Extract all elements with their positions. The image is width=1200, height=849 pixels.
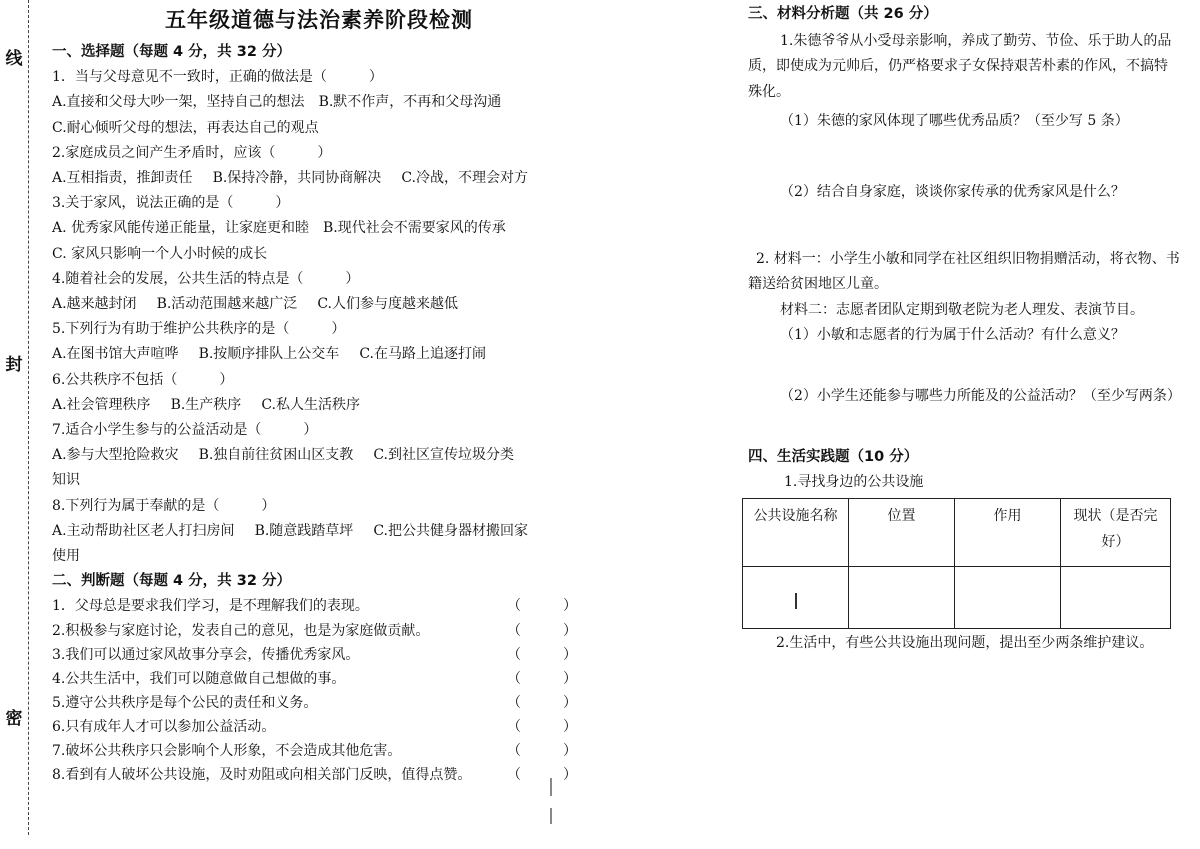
judge-item <box>52 643 592 667</box>
answer-option[interactable]: A.直接和父母大吵一架，坚持自己的想法 <box>52 94 305 111</box>
s4-q1: 1.寻找身边的公共设施 <box>784 474 924 491</box>
option-line <box>52 519 592 544</box>
answer-option[interactable]: A.互相指责，推卸责任 <box>52 170 193 187</box>
option-line <box>52 242 592 267</box>
q2-sub2: （2）小学生还能参与哪些力所能及的公益活动？（至少写两条） <box>780 388 1181 405</box>
table-cell-status[interactable] <box>1061 566 1171 628</box>
answer-option[interactable]: C.私人生活秩序 <box>261 396 360 413</box>
question-stem: 4.随着社会的发展，公共生活的特点是（ ） <box>52 270 360 287</box>
bracket-right: ） <box>563 743 577 760</box>
text-cursor <box>795 593 797 609</box>
option-line <box>52 116 592 141</box>
judge-item <box>52 619 592 643</box>
bracket-left: （ <box>507 718 521 735</box>
answer-option[interactable]: B.默不作声，不再和父母沟通 <box>318 94 502 111</box>
answer-bracket[interactable] <box>507 763 577 788</box>
option-line <box>52 393 592 418</box>
judge-item <box>52 594 592 618</box>
bracket-left: （ <box>507 622 521 639</box>
judge-statement: 2.积极参与家庭讨论，发表自己的意见，也是为家庭做贡献。 <box>52 622 430 639</box>
answer-bracket[interactable] <box>507 739 577 764</box>
judge-statement: 8.看到有人破坏公共设施，及时劝阻或向相关部门反映，值得点赞。 <box>52 767 472 784</box>
table-cell-location[interactable] <box>849 566 955 628</box>
answer-option[interactable]: A.越来越封闭 <box>52 296 137 313</box>
answer-option[interactable]: B.现代社会不需要家风的传承 <box>323 220 506 237</box>
answer-bracket[interactable] <box>507 715 577 740</box>
binding-dashed-line <box>28 0 29 835</box>
table-header-name: 公共设施名称 <box>743 498 849 566</box>
judge-statement: 5.遵守公共秩序是每个公民的责任和义务。 <box>52 694 318 711</box>
judge-statement: 1．父母总是要求我们学习，是不理解我们的表现。 <box>52 598 369 615</box>
bracket-left: （ <box>507 767 521 784</box>
question-stem: 7.适合小学生参与的公益活动是（ ） <box>52 422 318 439</box>
answer-option[interactable]: A.主动帮助社区老人打扫房间 <box>52 522 235 539</box>
q1-material: 1.朱德爷爷从小受母亲影响，养成了勤劳、节俭、乐于助人的品质，即使成为元帅后，仍严格要求子女保持艰苦朴素的作风，不搞特殊化。 <box>748 33 1172 100</box>
q2-material1: 2. 材料一：小学生小敏和同学在社区组织旧物捐赠活动，将衣物、书籍送给贫困地区儿童。 <box>748 251 1180 293</box>
bracket-right: ） <box>563 622 577 639</box>
answer-option[interactable]: B.随意践踏草坪 <box>254 522 354 539</box>
left-column <box>52 40 592 787</box>
judge-statement: 6.只有成年人才可以参加公益活动。 <box>52 718 276 735</box>
question-stem: 8.下列行为属于奉献的是（ ） <box>52 497 276 514</box>
section3-heading: 三、材料分析题（共 26 分） <box>748 6 938 22</box>
answer-bracket[interactable] <box>507 594 577 619</box>
section1-heading: 一、选择题（每题 4 分，共 32 分） <box>52 44 291 60</box>
option-line <box>52 216 592 241</box>
answer-option[interactable]: A.参与大型抢险救灾 <box>52 447 179 464</box>
multiple-choice-list <box>52 65 592 569</box>
judge-statement: 3.我们可以通过家风故事分享会，传播优秀家风。 <box>52 646 360 663</box>
answer-option[interactable]: B.保持冷静，共同协商解决 <box>212 170 382 187</box>
binding-char-secret: 密 <box>4 704 24 729</box>
right-column <box>748 2 1180 656</box>
question-stem: 6.公共秩序不包括（ ） <box>52 371 234 388</box>
bracket-left: （ <box>507 670 521 687</box>
binding-char-line: 线 <box>4 44 24 69</box>
answer-option[interactable]: B.独自前往贫困山区支教 <box>198 447 354 464</box>
exam-title: 五年级道德与法治素养阶段检测 <box>165 8 473 32</box>
answer-bracket[interactable] <box>507 667 577 692</box>
table-header-function: 作用 <box>955 498 1061 566</box>
judge-statement: 7.破坏公共秩序只会影响个人形象，不会造成其他危害。 <box>52 743 402 760</box>
scan-mark <box>550 808 552 824</box>
option-line <box>52 90 592 115</box>
bracket-left: （ <box>507 743 521 760</box>
bracket-right: ） <box>563 646 577 663</box>
table-cell-function[interactable] <box>955 566 1061 628</box>
answer-option[interactable]: C.把公共健身器材搬回家 <box>373 522 528 539</box>
s4-q2: 2.生活中，有些公共设施出现问题，提出至少两条维护建议。 <box>776 634 1154 651</box>
option-line <box>52 544 592 569</box>
option-line <box>52 342 592 367</box>
answer-option[interactable]: C.人们参与度越来越低 <box>317 296 458 313</box>
question-stem: 1．当与父母意见不一致时，正确的做法是（ ） <box>52 69 383 86</box>
bracket-left: （ <box>507 646 521 663</box>
answer-option[interactable]: C.冷战，不理会对方 <box>401 170 528 187</box>
option-line <box>52 166 592 191</box>
answer-bracket[interactable] <box>507 691 577 716</box>
answer-option[interactable]: A.社会管理秩序 <box>52 396 151 413</box>
bracket-right: ） <box>563 694 577 711</box>
q2-sub1: （1）小敏和志愿者的行为属于什么活动？有什么意义？ <box>780 326 1125 343</box>
scan-mark <box>550 778 552 796</box>
bracket-left: （ <box>507 694 521 711</box>
table-row <box>743 566 1171 628</box>
bracket-right: ） <box>563 598 577 615</box>
option-line <box>52 292 592 317</box>
q1-sub2: （2）结合自身家庭，谈谈你家传承的优秀家风是什么？ <box>780 184 1125 201</box>
q2-material2: 材料二：志愿者团队定期到敬老院为老人理发、表演节目。 <box>780 301 1144 318</box>
table-cell-name[interactable] <box>743 566 849 628</box>
answer-option[interactable]: C.在马路上追逐打闹 <box>359 346 486 363</box>
answer-bracket[interactable] <box>507 619 577 644</box>
answer-option[interactable]: 知识 <box>52 472 80 489</box>
section2-heading: 二、判断题（每题 4 分，共 32 分） <box>52 573 291 590</box>
answer-option[interactable]: A. 优秀家风能传递正能量，让家庭更和睦 <box>52 220 310 237</box>
answer-option[interactable]: A.在图书馆大声喧哗 <box>52 346 179 363</box>
q1-sub1: （1）朱德的家风体现了哪些优秀品质？（至少写 5 条） <box>780 112 1129 129</box>
bracket-left: （ <box>507 598 521 615</box>
judge-item <box>52 691 592 715</box>
answer-option[interactable]: C. 家风只影响一个人小时候的成长 <box>52 245 268 262</box>
table-header-row <box>743 498 1171 566</box>
answer-option[interactable]: C.耐心倾听父母的想法，再表达自己的观点 <box>52 119 319 136</box>
binding-char-seal: 封 <box>4 350 24 375</box>
answer-bracket[interactable] <box>507 643 577 668</box>
judge-item <box>52 763 592 787</box>
answer-option[interactable]: B.生产秩序 <box>170 396 242 413</box>
judge-item <box>52 715 592 739</box>
judge-item <box>52 739 592 763</box>
bracket-right: ） <box>563 718 577 735</box>
judge-statement: 4.公共生活中，我们可以随意做自己想做的事。 <box>52 670 346 687</box>
true-false-list <box>52 594 592 787</box>
judge-item <box>52 667 592 691</box>
option-line <box>52 443 592 468</box>
answer-option[interactable]: B.按顺序排队上公交车 <box>198 346 340 363</box>
question-stem: 2.家庭成员之间产生矛盾时，应该（ ） <box>52 144 332 161</box>
table-header-status: 现状（是否完好） <box>1061 498 1171 566</box>
section4-heading: 四、生活实践题（10 分） <box>748 449 919 466</box>
facility-table <box>742 498 1171 629</box>
question-stem: 3.关于家风，说法正确的是（ ） <box>52 195 290 212</box>
answer-option[interactable]: 使用 <box>52 548 80 565</box>
option-line <box>52 468 592 493</box>
question-stem: 5.下列行为有助于维护公共秩序的是（ ） <box>52 321 346 338</box>
answer-option[interactable]: C.到社区宣传垃圾分类 <box>373 447 514 464</box>
bracket-right: ） <box>563 670 577 687</box>
answer-option[interactable]: B.活动范围越来越广泛 <box>156 296 298 313</box>
binding-margin <box>0 0 40 849</box>
bracket-right: ） <box>563 767 577 784</box>
table-header-location: 位置 <box>849 498 955 566</box>
